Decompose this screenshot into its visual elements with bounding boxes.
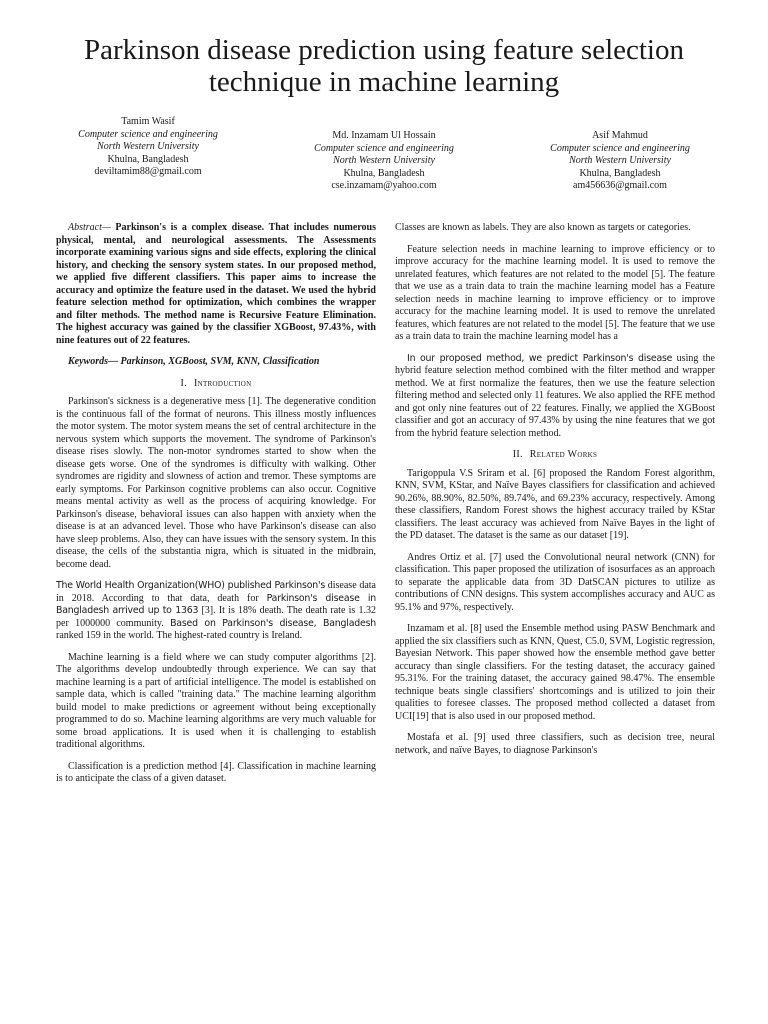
author-email: deviltamim88@gmail.com (94, 166, 202, 177)
related-paragraph-2: Andres Ortiz et al. [7] used the Convolutional neural network (CNN) for classification. This paper proposed the utilization of isosurfaces as an approach to separate the applicable data from 3D DatSCAN pictures to utilize as contributions of CNN designs. This system accomplishes accuracy and AUC as 95.1% and 97%, respectively. (395, 551, 715, 613)
author-university: North Western University (97, 141, 199, 152)
intro-paragraph-1: Parkinson's sickness is a degenerative mess [1]. The degenerative condition is the continuous fall of the format of neurons. This illness mostly influences the motor system. The motor system means the set of central architecture in the nervous system which supports the movement. The syndrome of Parkinson's disease rises slowly. The non-motor syndromes started to show when the disease gets worse. One of the syndromes is difficulty with walking. Other syndromes are rigidity and slowness of action and tremor. These symptoms are early symptoms. For Parkinson cognitive problems can also occur. Cognitive means mental activity as well as the process of acquiring knowledge. For Parkinson's disease, behavioral issues can also happen with anxiety when the disease is at an advanced level. Those who have Parkinson's disease can also have sleep problems. Also, they can have issues with the sensory system. In this disease, the cells of the substantia nigra, which is situated in the midbrain, become dead. (56, 396, 376, 570)
text-span: [3]. It is 18% death. The death rate is 1.32 per 1000000 community. (56, 605, 376, 629)
section-heading-related-works (395, 449, 715, 462)
related-paragraph-1: Tarigoppula V.S Sriram et al. [6] proposed the Random Forest algorithm, KNN, SVM, KStar, and Naïve Bayes classifiers for classification and achieved 90.26%, 88.90%, 82.50%, 89.74%, and 69.23% accuracy, respectively. Among these classifiers, Random Forest shows the highest accuracy trailed by KStar classifiers. The least accuracy was achieved from Naïve Bayes in the light of the PD dataset. The dataset is the same as our dataset [19]. (395, 467, 715, 541)
section-heading-introduction (56, 378, 376, 391)
author-name: Tamim Wasif (121, 116, 175, 127)
keywords: Keywords— Parkinson, XGBoost, SVM, KNN, Classification (68, 356, 320, 367)
intro-paragraph-5: Classes are known as labels. They are also known as targets or categories. (395, 222, 691, 233)
text-span: using the hybrid feature selection method combined with the filter method and wrapper method. We at first normalize the features, then we use the feature selection filtering method and selected only 11 features. We also applied the RFE method and got only nine features out of 22 features. Finally, we applied the XGBoost classifier and got an accuracy of 97.43% by using the nine features that we got from the hybrid feature selection method. (395, 352, 715, 439)
author-block-3 (520, 130, 720, 193)
author-city: Khulna, Bangladesh (343, 167, 425, 179)
intro-paragraph-2 (56, 580, 376, 643)
abstract (56, 222, 376, 347)
text-span: ranked 159 in the world. The highest-rated country is Ireland. (56, 630, 303, 641)
author-university: North Western University (569, 155, 671, 166)
paper-title: Parkinson disease prediction using feature selection technique in machine learning (84, 34, 684, 98)
author-name: Asif Mahmud (592, 130, 648, 141)
intro-paragraph-6: Feature selection needs in machine learning to improve efficiency or to improve accuracy for the machine learning model. It is used to remove the unrelated features, which features are not related to the model [5]. The feature that we use as a train data to train the machine learning model has a Feature selection needs in machine learning to improve efficiency or to improve accuracy for the machine learning model. It is used to remove the unrelated features, which features are not related to the model [5]. The feature that we use as a train data to train the machine learning model has a (395, 243, 715, 342)
related-paragraph-4: Mostafa et al. [9] used three classifiers, such as decision tree, neural network, and naïve Bayes, to diagnose Parkinson's (395, 732, 715, 756)
section-title: Related Works (529, 449, 598, 460)
section-number: I. (180, 377, 187, 389)
author-city: Khulna, Bangladesh (579, 167, 661, 179)
author-email: cse.inzamam@yahoo.com (331, 180, 437, 191)
abstract-text: Parkinson's is a complex disease. That includes numerous physical, mental, and neurological assessments. The Assessments incorporate examining various signs and side effects, exploring the clinical history, and checking the sensory system states. In our proposed method, we applied five different classifiers. This paper aims to increase the accuracy and optimize the feature used in the dataset. We used the hybrid feature selection method for optimization, which combines the wrapper and filter methods. The method name is Recursive Feature Elimination. The highest accuracy was gained by the classifier XGBoost, 97.43%, with nine features out of 22 features. (56, 222, 376, 346)
author-block-2 (288, 130, 480, 193)
text-span: The World Health Organization(WHO) published Parkinson's (56, 580, 326, 591)
author-department: Computer science and engineering (314, 142, 454, 154)
right-column (395, 222, 715, 766)
related-paragraph-3: Inzamam et al. [8] used the Ensemble method using PASW Benchmark and applied the six classifiers such as KNN, Quest, C5.0, SVM, Logistic regression, Bayesian Network. This paper showed how the ensemble method gave better accuracy than single classifiers. For the testing dataset, the accuracy gained 95.31%. For the training dataset, the accuracy gained 98.47%. The ensemble technique beats single classifiers' shortcomings and is utilized to join their qualities to foresee classes. The proposed method collected a dataset from UCI[19] that is also used in our proposed method. (395, 623, 715, 722)
intro-paragraph-4: Classification is a prediction method [4]. Classification in machine learning is to anticipate the class of a given dataset. (56, 760, 376, 784)
text-span: Based on Parkinson's disease, Bangladesh (170, 617, 376, 629)
author-department: Computer science and engineering (550, 142, 690, 154)
author-name: Md. Inzamam Ul Hossain (332, 130, 436, 141)
author-block-1 (48, 116, 248, 179)
intro-paragraph-7 (395, 353, 715, 441)
author-department: Computer science and engineering (78, 128, 218, 140)
author-email: am456636@gmail.com (573, 180, 667, 191)
text-span: disease data in 2018. According to that data, death for (56, 580, 376, 604)
author-university: North Western University (333, 155, 435, 166)
author-city: Khulna, Bangladesh (107, 153, 189, 165)
text-span: Parkinson's disease in Bangladesh arrived up to 1363 (56, 592, 376, 616)
intro-paragraph-3: Machine learning is a field where we can study computer algorithms [2]. The algorithms develop undoubtedly through experience. We can say that machine learning is a part of artificial intelligence. The model is established on sample data, which is called "training data." The machine learning algorithm build model to make predictions or agreement without being exceptionally programmed to do so. Machine learning algorithms are very much valuable for some broad applications. It is used when it is challenging to establish traditional algorithms. (56, 651, 376, 750)
section-number: II. (512, 449, 523, 460)
text-span: In our proposed method, we predict Parkinson's disease (407, 352, 673, 364)
section-title: Introduction (193, 377, 252, 389)
left-column (56, 222, 376, 795)
abstract-lead: Abstract— (68, 222, 111, 233)
